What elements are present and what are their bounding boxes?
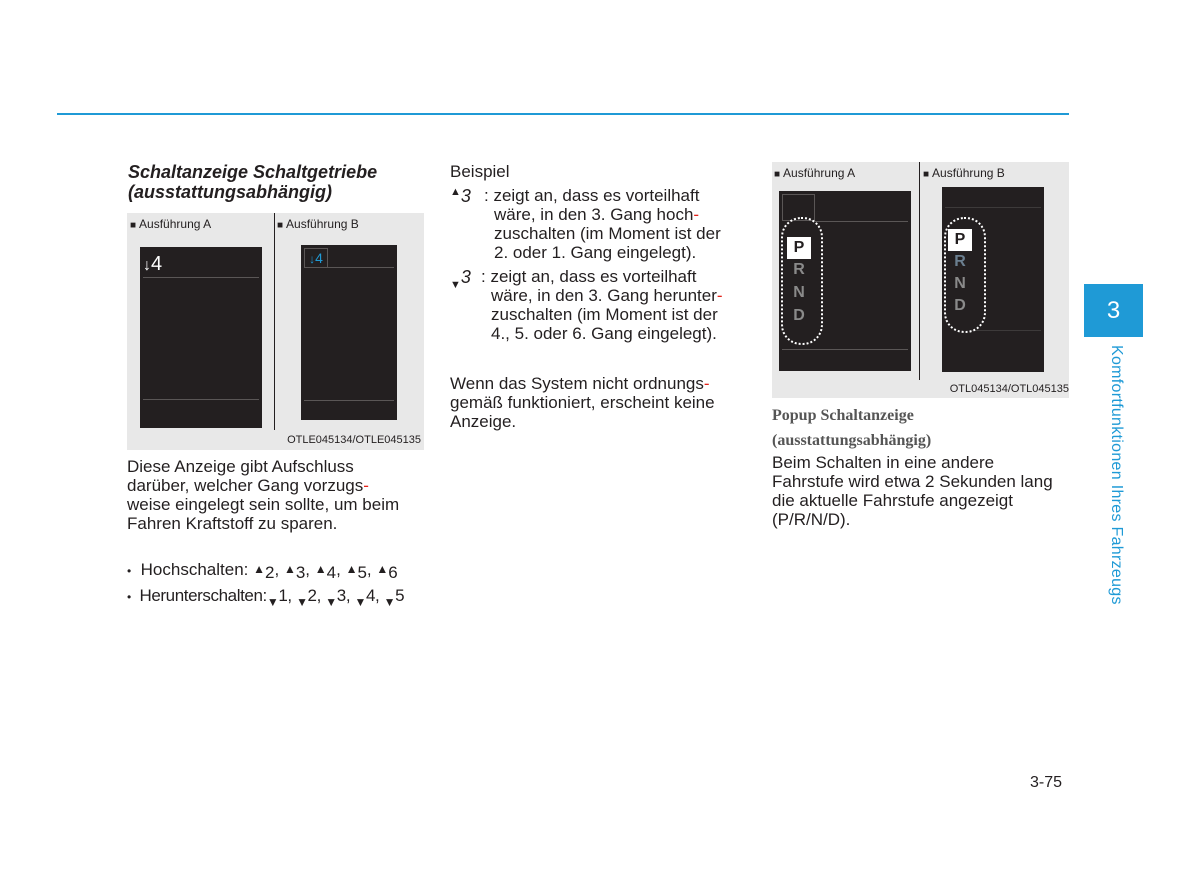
popup-heading-line2: (ausstattungsabhängig)	[772, 432, 932, 449]
figure-shift-indicator	[127, 213, 424, 450]
intro-line: darüber, welcher Gang vorzugs-	[127, 476, 369, 495]
display-variant-b	[942, 187, 1044, 372]
gear-d: D	[793, 307, 805, 324]
upshift-text-line: 2. oder 1. Gang eingelegt).	[494, 243, 697, 262]
display-variant-b	[301, 245, 397, 420]
gear-r: R	[793, 261, 805, 278]
downshift-text-line: 4., 5. oder 6. Gang eingelegt).	[491, 324, 717, 343]
popup-heading	[772, 403, 1069, 453]
figure-divider	[919, 162, 920, 380]
display-a-line-top	[143, 277, 259, 278]
malfunction-line: gemäß funktioniert, erscheint keine	[450, 393, 715, 412]
downshift-text-line: : zeigt an, dass es vorteilhaft	[481, 267, 697, 286]
figure-label-a: ■ Ausführung A	[774, 166, 856, 180]
down-arrow-icon: ▼	[450, 279, 461, 291]
figure-divider	[274, 213, 275, 430]
popup-line: Beim Schalten in eine andere	[772, 453, 995, 472]
section-title-line1: Schaltanzeige Schaltgetriebe	[128, 162, 378, 182]
upshift-gear: 5	[357, 563, 367, 582]
upshift-gear: 6	[388, 563, 398, 582]
figure-caption: OTL045134/OTL045135	[949, 383, 1069, 395]
upshift-example-text	[484, 186, 747, 262]
gear-p-active: P	[948, 229, 972, 251]
display-variant-a	[779, 191, 911, 371]
example-heading: Beispiel	[450, 162, 510, 181]
intro-line: weise eingelegt sein sollte, um beim	[127, 495, 400, 514]
bullet-downshift: • Herunterschalten:▼1, ▼2, ▼3, ▼4, ▼5	[127, 586, 405, 609]
downshift-gear: 5	[395, 586, 405, 605]
intro-paragraph	[127, 457, 424, 533]
page-number: 3-75	[1030, 774, 1063, 791]
upshift-text-line: wäre, in den 3. Gang hoch-	[494, 205, 700, 224]
chapter-tab: 3	[1084, 284, 1143, 337]
display-a-line-bottom	[782, 349, 908, 350]
up-arrow-icon: ▲	[450, 186, 461, 198]
figure-label-a: ■ Ausführung A	[130, 217, 212, 231]
chapter-title: Komfortfunktionen Ihres Fahrzeugs	[1108, 345, 1125, 605]
popup-heading-line1: Popup Schaltanzeige	[772, 407, 914, 424]
upshift-gear: 3	[295, 563, 306, 582]
figure-label-b: ■ Ausführung B	[923, 166, 1005, 180]
display-a-line-top	[815, 221, 908, 222]
popup-line: die aktuelle Fahrstufe angezeigt	[772, 491, 1013, 510]
bullet-upshift: • Hochschalten: ▲2, ▲3, ▲4, ▲5, ▲6	[127, 560, 398, 582]
downshift-gear: 2	[307, 586, 317, 605]
bullet-downshift-label: Herunterschalten:	[139, 586, 267, 605]
figure-popup-indicator	[772, 162, 1069, 398]
display-a-line-bottom	[143, 399, 259, 400]
figure-caption: OTLE045134/OTLE045135	[287, 434, 421, 446]
gear-n: N	[793, 284, 805, 301]
gear-p-active: P	[787, 237, 811, 259]
upshift-text-line: : zeigt an, dass es vorteilhaft	[484, 186, 700, 205]
popup-paragraph	[772, 453, 1069, 529]
display-b-line-bottom	[304, 400, 394, 401]
downshift-text-line: wäre, in den 3. Gang herunter-	[491, 286, 723, 305]
gear-d: D	[954, 297, 966, 314]
downshift-example-text	[481, 267, 747, 343]
upshift-gear: 2	[265, 563, 275, 582]
intro-line: Diese Anzeige gibt Aufschluss	[127, 457, 354, 476]
malfunction-line: Anzeige.	[450, 412, 517, 431]
popup-line: Fahrstufe wird etwa 2 Sekunden lang	[772, 472, 1053, 491]
gear-n: N	[954, 275, 966, 292]
display-b-line-top	[326, 267, 394, 268]
shift-hint-b: ↓4	[304, 248, 328, 268]
shift-hint-a: ↓4	[143, 253, 163, 275]
upshift-gear: 4	[326, 563, 337, 582]
malfunction-paragraph	[450, 374, 747, 431]
figure-label-b: ■ Ausführung B	[277, 217, 359, 231]
gear-r: R	[954, 253, 966, 270]
downshift-gear: 1	[278, 586, 288, 605]
upshift-example-symbol: ▲3	[450, 186, 471, 206]
display-b-line-top	[945, 207, 1041, 208]
section-title	[128, 162, 428, 202]
downshift-gear: 3	[336, 586, 346, 605]
popup-line: (P/R/N/D).	[772, 510, 851, 529]
upshift-text-line: zuschalten (im Moment ist der	[494, 224, 721, 243]
display-variant-a	[140, 247, 262, 428]
downshift-gear: 4	[365, 586, 376, 605]
malfunction-line: Wenn das System nicht ordnungs-	[450, 374, 710, 393]
downshift-text-line: zuschalten (im Moment ist der	[491, 305, 718, 324]
downshift-example-symbol: ▼3	[450, 267, 471, 291]
header-rule	[57, 113, 1069, 115]
bullet-upshift-label: Hochschalten:	[140, 560, 249, 579]
section-title-line2: (ausstattungsabhängig)	[128, 182, 333, 202]
intro-line: Fahren Kraftstoff zu sparen.	[127, 514, 338, 533]
display-b-line-bottom	[970, 330, 1041, 331]
